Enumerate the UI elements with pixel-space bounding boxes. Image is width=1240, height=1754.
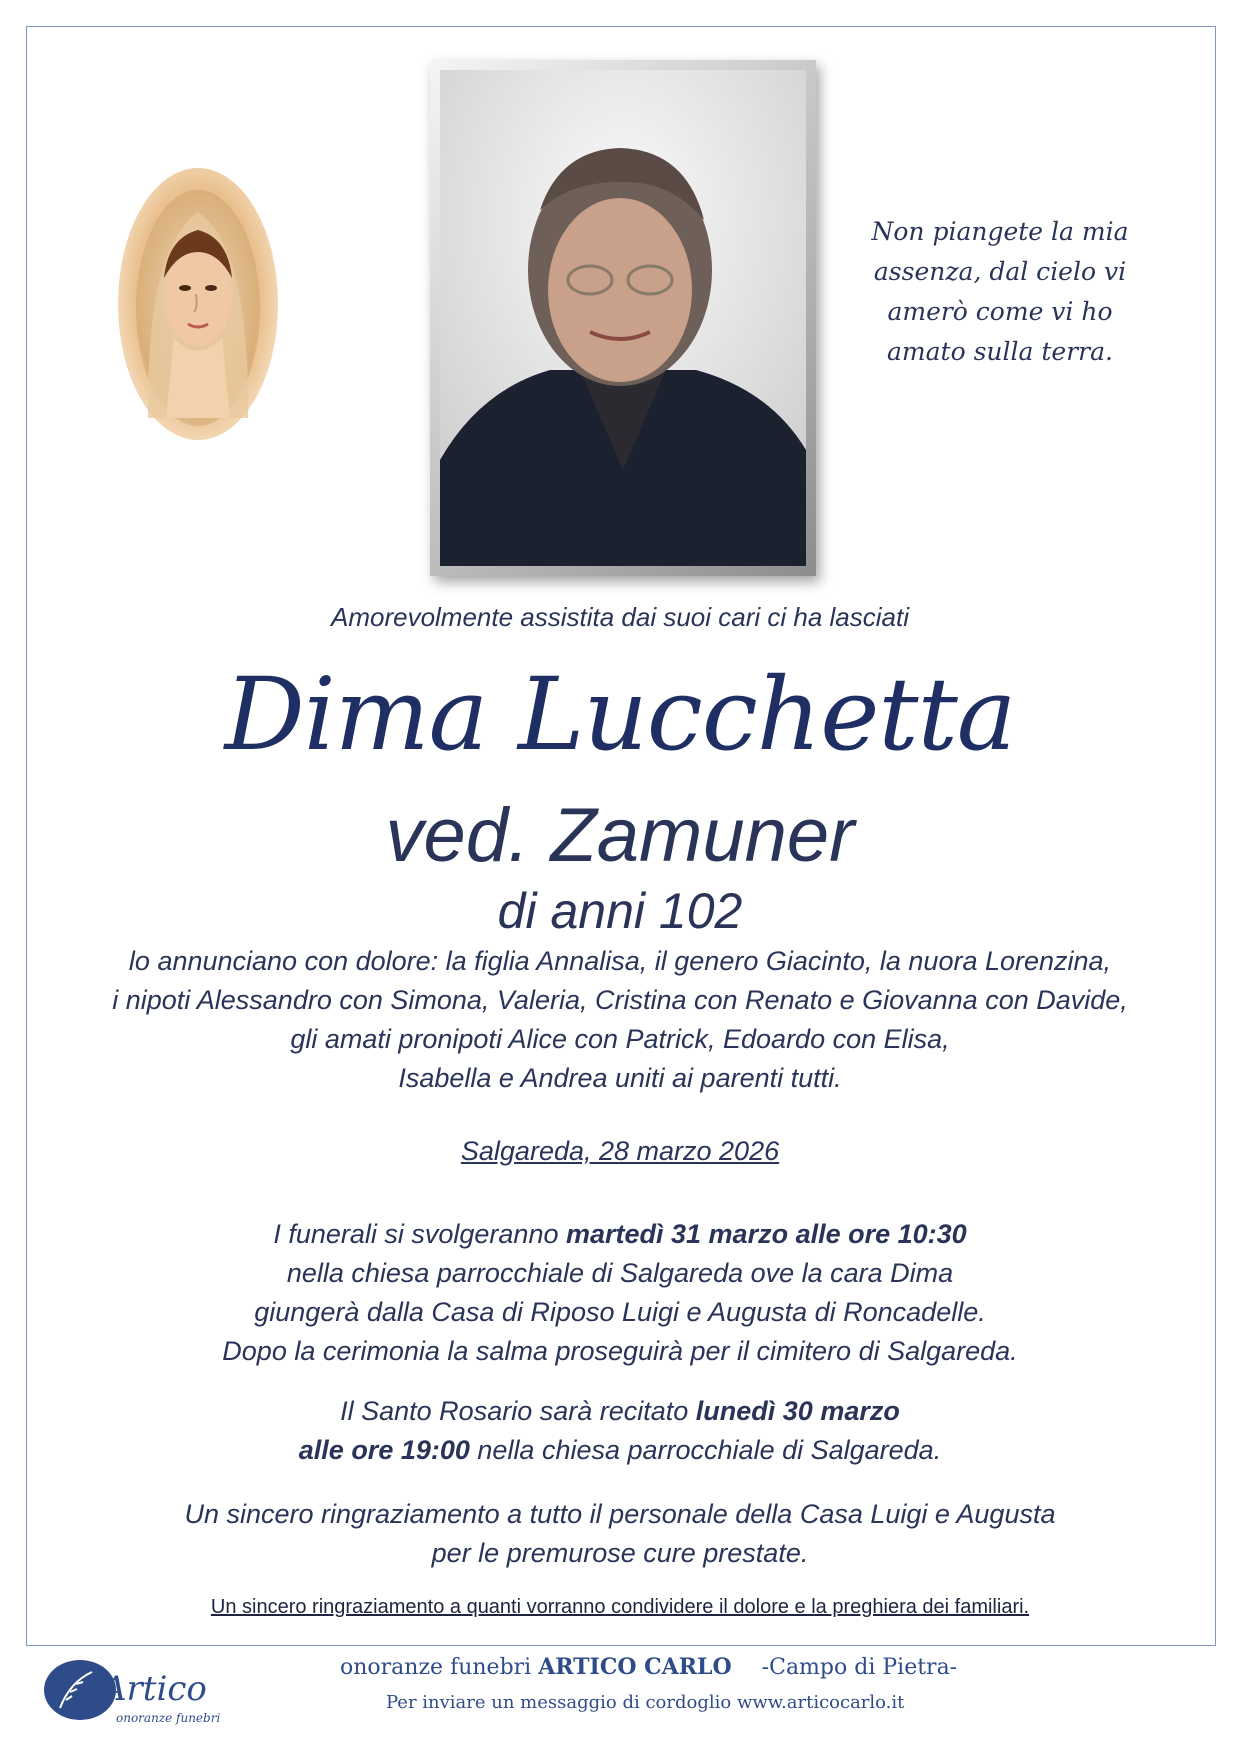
funeral-line: Dopo la cerimonia la salma proseguirà per il cimitero di Salgareda.: [222, 1336, 1018, 1366]
rosary-intro: Il Santo Rosario sarà recitato: [340, 1396, 696, 1426]
place-date: Salgareda, 28 marzo 2026: [460, 1136, 780, 1166]
thanks-line: Un sincero ringraziamento a tutto il personale della Casa Luigi e Augusta: [184, 1499, 1056, 1529]
announcement-line: Isabella e Andrea uniti ai parenti tutti.: [398, 1063, 842, 1093]
thanks-line: per le premurose cure prestate.: [431, 1538, 809, 1568]
funeral-line: nella chiesa parrocchiale di Salgareda ove la cara Dima: [286, 1258, 954, 1288]
logo-name: Artico: [102, 1669, 207, 1709]
rosary-place: nella chiesa parrocchiale di Salgareda.: [469, 1435, 942, 1465]
widow-of: ved. Zamuner: [385, 793, 855, 878]
artico-logo: [40, 1652, 240, 1732]
rosary-line: [60, 1392, 1180, 1431]
footer-company-line: [340, 1654, 957, 1680]
memorial-quote: [850, 212, 1150, 372]
funeral-intro: I funerali si svolgeranno: [273, 1219, 566, 1249]
announcement-line: gli amati pronipoti Alice con Patrick, Edoardo con Elisa,: [290, 1024, 950, 1054]
announcement-line: i nipoti Alessandro con Simona, Valeria, Cristina con Renato e Giovanna con Davide,: [112, 985, 1128, 1015]
portrait-photo: [440, 70, 806, 566]
thanks-all: Un sincero ringraziamento a quanti vorranno condividere il dolore e la preghiera dei familiari.: [210, 1596, 1030, 1618]
thanks-staff: [60, 1495, 1180, 1573]
announcement-line: lo annunciano con dolore: la figlia Annalisa, il genero Giacinto, la nuora Lorenzina,: [128, 946, 1112, 976]
rosary-time: alle ore 19:00: [298, 1435, 470, 1465]
footer-condolence-message: Per inviare un messaggio di cordoglio www.articocarlo.it: [386, 1692, 905, 1713]
rosary-info: [60, 1392, 1180, 1470]
quote-line: Non piangete la mia: [871, 217, 1129, 246]
rosary-date: lunedì 30 marzo: [695, 1396, 900, 1426]
quote-line: amerò come vi ho: [887, 297, 1113, 326]
announcement: [60, 942, 1180, 1098]
portrait-photo-frame: [430, 60, 816, 576]
footer-location: -Campo di Pietra-: [761, 1655, 958, 1680]
madonna-image: [118, 168, 278, 440]
funeral-line: giungerà dalla Casa di Riposo Luigi e Augusta di Roncadelle.: [254, 1297, 986, 1327]
funeral-line: [60, 1215, 1180, 1254]
deceased-name: Dima Lucchetta: [224, 656, 1016, 773]
intro-text: Amorevolmente assistita dai suoi cari ci ha lasciati: [330, 602, 910, 632]
footer-company: ARTICO CARLO: [538, 1654, 732, 1680]
quote-line: amato sulla terra.: [887, 337, 1113, 366]
funeral-info: [60, 1215, 1180, 1371]
funeral-datetime: martedì 31 marzo alle ore 10:30: [565, 1219, 967, 1249]
footer-prefix: onoranze funebri: [340, 1655, 539, 1680]
age: di anni 102: [497, 883, 743, 939]
rosary-line: [60, 1431, 1180, 1470]
quote-line: assenza, dal cielo vi: [873, 257, 1127, 286]
logo-tagline: onoranze funebri: [116, 1711, 221, 1725]
